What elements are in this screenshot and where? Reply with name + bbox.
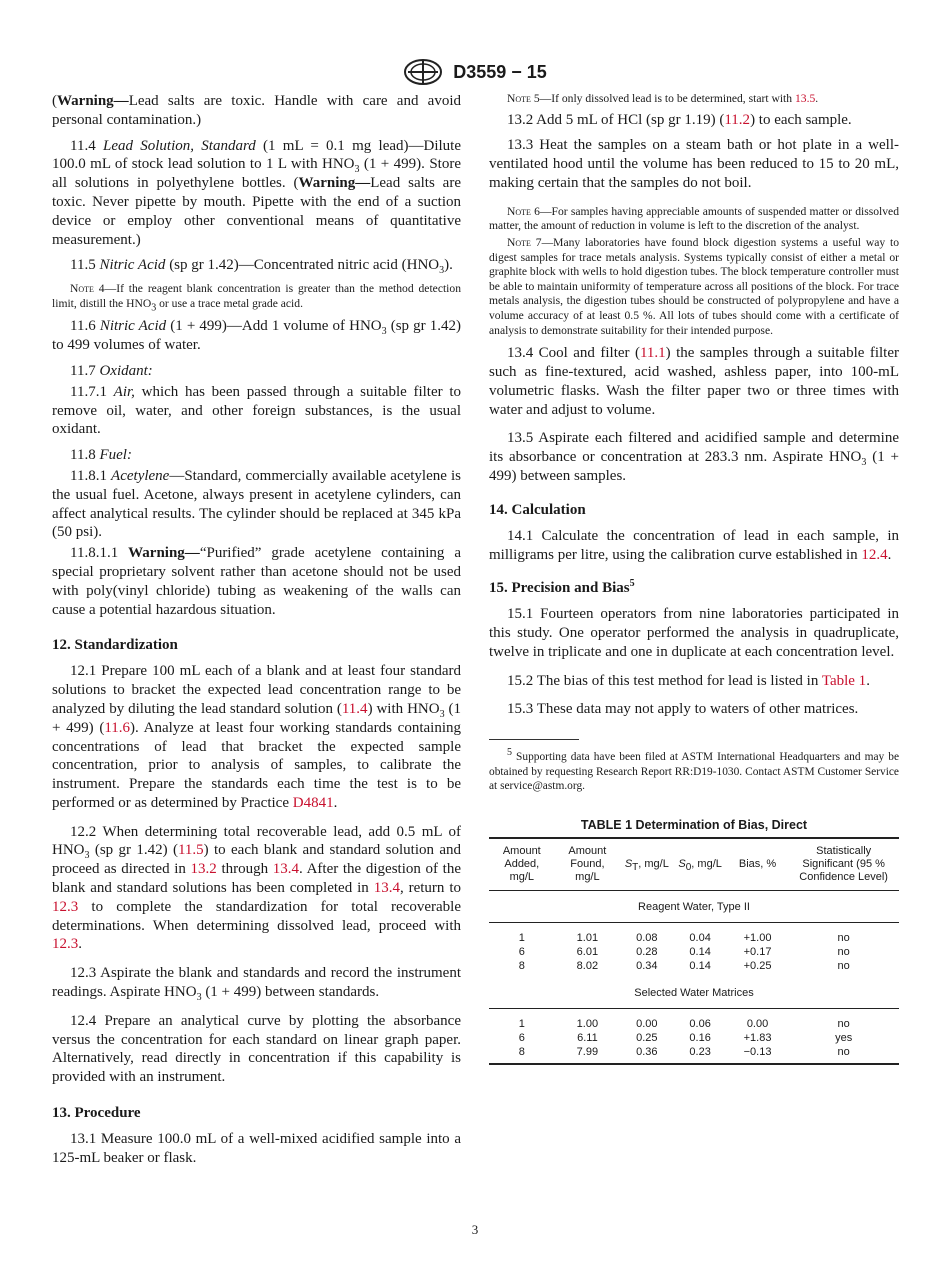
table-cell-found: 6.01 [576, 945, 599, 958]
col-header-bias: Bias, % [738, 857, 777, 870]
section-15-2: 15.2 The bias of this test method for lead is listed in Table 1. [507, 672, 870, 689]
section-12-4: 12.4 Prepare an analytical curve by plotting the absorbance versus the concentration for each standard on linear graph paper. Alternatively, read directly in concentration if this capability is provided with an instrument. [52, 1012, 461, 1086]
table-cell-st: 0.08 [636, 931, 658, 944]
table-cell-added: 6 [518, 1031, 525, 1044]
link-13-4[interactable]: 13.4 [272, 861, 300, 878]
table-cell-sig: no [837, 1017, 850, 1030]
table-cell-sig: no [837, 945, 850, 958]
col-header-added: Amount Added, mg/L [502, 844, 541, 883]
section-11-6: 11.6 Nitric Acid (1 + 499)—Add 1 volume of $HNO_3$ (sp gr 1.42) to 499 volumes of water. [52, 318, 461, 354]
link-13-2[interactable]: 13.2 [190, 861, 217, 878]
table-cell-st: 0.34 [636, 959, 658, 972]
left-column [52, 92, 461, 1175]
warning-paragraph: (Warning—Lead salts are toxic. Handle with care and avoid personal contamination.) [52, 93, 461, 128]
note-4: Note 4—If the reagent blank concentration is greater than the method detection limit, distill the $HNO_3$ or use a trace metal grade acid. [52, 282, 461, 314]
note-6: Note 6—For samples having appreciable amounts of suspended matter or dissolved matter, the amount of reduction in volume is left to the discretion of the analyst. [489, 204, 899, 233]
footnote-divider [489, 739, 579, 740]
table-cell-added: 8 [518, 959, 525, 972]
note-5: Note 5—If only dissolved lead is to be determined, start with 13.5. [507, 92, 819, 105]
table-cell-so: 0.23 [673, 1045, 726, 1064]
table-row [489, 945, 899, 959]
heading-14: 14. Calculation [489, 501, 586, 518]
astm-logo-icon [403, 58, 443, 86]
table-row [489, 1031, 899, 1045]
table-cell-bias: +1.83 [743, 1031, 772, 1044]
table-cell-st: 0.36 [620, 1045, 673, 1064]
table-cell-so: 0.16 [689, 1031, 711, 1044]
section-11-7-1: 11.7.1 Air, which has been passed through a suitable filter to remove oil, water, and other foreign substances, is the usual oxidant. [52, 383, 461, 438]
table-cell-so: 0.04 [689, 931, 711, 944]
section-15-1: 15.1 Fourteen operators from nine laboratories participated in this study. One operator performed the analysis in quadruplicate, twelve in triplicate and one in duplicate at each concentration level. [489, 606, 899, 660]
table-section-header: Selected Water Matrices [489, 977, 899, 1009]
section-11-8-1-1: 11.8.1.1 Warning—“Purified” grade acetylene containing a special proprietary solvent rather than acetone should not be used with poly(vinyl chloride) tubing as weakening of the walls can cause a potential hazardous situation. [52, 545, 462, 618]
table-cell-found: 1.00 [576, 1017, 599, 1030]
table-row [489, 1017, 899, 1031]
section-11-8: 11.8 Fuel: [70, 447, 132, 464]
link-13-5[interactable]: 13.5 [794, 92, 816, 105]
footnote-5: $^5$ Supporting data have been filed at ASTM International Headquarters and may be obtained by requesting Research Report RR:D19-1030. Contact ASTM Customer Service at service@astm.org. [489, 747, 899, 793]
heading-13: 13. Procedure [52, 1105, 141, 1122]
table-cell-st: 0.25 [636, 1031, 658, 1044]
section-12-3: 12.3 Aspirate the blank and standards and record the instrument readings. Aspirate $HNO_3$ (1 + 499) between standards. [52, 965, 461, 1004]
table-row [489, 1045, 899, 1064]
col-header-so: $S_0$, mg/L [678, 857, 722, 873]
col-header-st: $S_T$, mg/L [624, 857, 669, 873]
col-header-significant: Statistically Significant (95 % Confidence Level) [799, 844, 888, 883]
heading-15: 15. Precision and Bias$^5$ [489, 578, 635, 597]
link-11-5[interactable]: 11.5 [177, 842, 204, 859]
table-cell-so: 0.06 [689, 1017, 711, 1030]
table-section-header: Reagent Water, Type II [489, 890, 899, 922]
table-cell-so: 0.14 [689, 959, 711, 972]
table-cell-bias: +1.00 [743, 931, 772, 944]
link-13-4[interactable]: 13.4 [373, 880, 400, 897]
table-title: TABLE 1 Determination of Bias, Direct [580, 817, 808, 832]
table-cell-bias: 0.00 [746, 1017, 769, 1030]
link-12-3[interactable]: 12.3 [52, 936, 79, 953]
bias-table [489, 837, 899, 1065]
table-cell-found: 7.99 [555, 1045, 621, 1064]
table-cell-found: 6.11 [577, 1031, 598, 1044]
table-cell-st: 0.00 [636, 1017, 658, 1030]
document-number: D3559 − 15 [453, 61, 547, 82]
section-13-3: 13.3 Heat the samples on a steam bath or hot plate in a well-ventilated hood until the volume has been reduced to 15 to 20 mL, making certain that the samples do not boil. [489, 137, 899, 191]
link-12-3[interactable]: 12.3 [52, 898, 79, 915]
section-13-4: 13.4 Cool and filter (11.1) the samples through a suitable filter such as fine-textured, acid washed, ashless paper, into 100-mL volumetric flasks. Wash the filter paper two or three times with water and adjust to volume. [489, 345, 899, 418]
table-cell-sig: no [837, 931, 850, 944]
table-cell-found: 1.01 [576, 931, 599, 944]
link-11-4[interactable]: 11.4 [341, 700, 368, 717]
table-cell-bias: +0.25 [743, 959, 772, 972]
page-header [0, 58, 950, 86]
table-cell-bias: +0.17 [743, 945, 772, 958]
table-cell-sig: no [837, 959, 850, 972]
section-11-8-1: 11.8.1 Acetylene—Standard, commercially available acetylene is the usual fuel. Acetone, always present in acetylene cylinders, can affect analytical results. The cylinder should be replaced at 345 kPa (50 psi). [52, 467, 462, 541]
table-row [489, 959, 899, 977]
table-cell-added: 1 [518, 1017, 525, 1030]
table-cell-st: 0.28 [636, 945, 658, 958]
section-13-1: 13.1 Measure 100.0 mL of a well-mixed acidified sample into a 125-mL beaker or flask. [52, 1131, 461, 1166]
table-cell-added: 6 [518, 945, 525, 958]
link-table-1[interactable]: Table 1 [821, 672, 867, 689]
section-13-2: 13.2 Add 5 mL of HCl (sp gr 1.19) (11.2) to each sample. [507, 111, 852, 128]
table-cell-added: 1 [518, 931, 525, 944]
link-12-4[interactable]: 12.4 [861, 546, 888, 563]
note-7: Note 7—Many laboratories have found block digestion systems a useful way to digest samples for trace metals analysis. Systems typically consist of either a metal or graphite block with wells to hold digestion tubes. The block temperature controller must be able to maintain uniformity of temperature across all positions of the block. For trace metals analysis, the digestion tubes should be constructed of polypropylene and have a volume accuracy of at least 0.5 %. All lots of tubes should come with a certificate of analysis to demonstrate suitability for their intended purpose. [489, 235, 899, 337]
link-11-1[interactable]: 11.1 [639, 345, 666, 362]
table-cell-added: 8 [489, 1045, 555, 1064]
table-cell-sig: no [788, 1045, 899, 1064]
heading-12: 12. Standardization [52, 637, 178, 654]
section-15-3: 15.3 These data may not apply to waters of other matrices. [507, 701, 859, 718]
section-14-1: 14.1 Calculate the concentration of lead in each sample, in milligrams per litre, using the calibration curve established in 12.4. [489, 527, 899, 563]
section-11-5: 11.5 Nitric Acid (sp gr 1.42)—Concentrated nitric acid $(HNO_3)$. [70, 257, 453, 277]
page-number: 3 [471, 1222, 479, 1237]
section-12-2: 12.2 When determining total recoverable lead, add 0.5 mL of $HNO_3$ (sp gr 1.42) (11.5) to each blank and standard solution and proceed as directed in 13.2 through 13.4. After the digestion of the blank and standard solutions has been completed in 13.4, return to 12.3 to complete the standardization for total recoverable determinations. When determining dissolved lead, proceed with 12.3. [52, 823, 462, 953]
section-13-5: 13.5 Aspirate each filtered and acidified sample and determine its absorbance or concentration at 283.3 nm. Aspirate $HNO_3$ (1 + 499) between samples. [489, 430, 899, 484]
link-11-6[interactable]: 11.6 [104, 719, 131, 736]
table-row [489, 931, 899, 945]
link-11-2[interactable]: 11.2 [724, 111, 751, 128]
table-cell-found: 8.02 [576, 959, 599, 972]
table-cell-so: 0.14 [689, 945, 711, 958]
table-cell-bias: −0.13 [727, 1045, 789, 1064]
right-column [489, 92, 899, 1065]
section-11-7: 11.7 Oxidant: [70, 362, 153, 379]
section-12-1: 12.1 Prepare 100 mL each of a blank and at least four standard solutions to bracket the expected lead concentration range to be analyzed by diluting the lead standard solution (11.4) with $HNO_3$ (1 + 499) (11.6). Analyze at least four working standards containing concentrations of lead that bracket the expected sample concentration, prior to analysis of samples, to calibrate the instrument. Prepare the standards each time the test is to be performed or as determined by Practice D4841. [52, 663, 461, 811]
section-11-4: 11.4 Lead Solution, Standard (1 mL = 0.1 mg lead)—Dilute 100.0 mL of stock lead solution to 1 L with $HNO_3$ (1 + 499). Store all solutions in polyethylene bottles. (Warning—Lead salts are toxic. Never pipette by mouth. Pipette with the end of a suction device or employ other conventional means of quantitative measurement.) [52, 137, 461, 248]
col-header-found: Amount Found, mg/L [568, 844, 607, 883]
link-d4841[interactable]: D4841 [292, 794, 334, 811]
table-cell-sig: yes [835, 1031, 853, 1044]
